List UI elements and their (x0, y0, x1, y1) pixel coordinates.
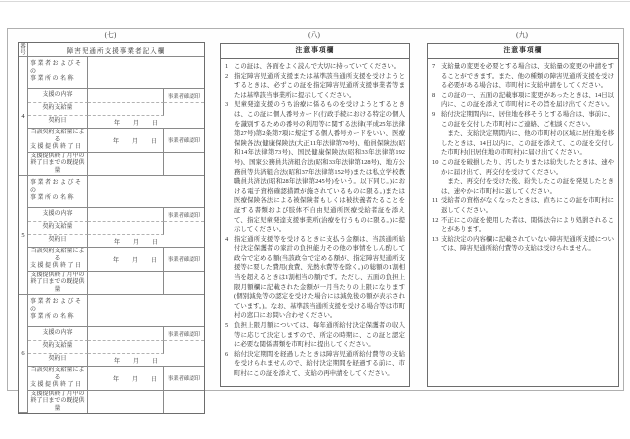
month-label: 月 (131, 376, 138, 383)
support-content-label: 支援の内容 (28, 327, 88, 341)
support-end-date-label: 当該契約支給量による 支援提供終了日 (28, 129, 88, 153)
note-paragraph: 指定障害児通所支援または基準該当通所支援を受けようとするときは、必ずこの証を指定障害児通所支援事業者等または基準該当事業所に提示してください。 (234, 72, 405, 99)
note-item (225, 350, 405, 379)
year-label: 年 (113, 358, 120, 365)
provider-name-label: 事業者およびその 事業所の名称 (28, 176, 88, 208)
note-item (225, 100, 405, 234)
note-number: 3 (225, 101, 229, 109)
note-number: 2 (225, 72, 229, 80)
note-number: 5 (225, 322, 229, 330)
contract-amount-field (88, 222, 164, 235)
notes-box-page9 (427, 43, 619, 387)
support-end-date-field (88, 129, 164, 153)
notes-header: 注意事項欄 (428, 44, 618, 59)
contract-date-label: 契約日 (28, 235, 88, 248)
note-number: 10 (432, 158, 439, 166)
note-item (432, 235, 614, 254)
contract-date-field (88, 235, 164, 248)
contract-amount-label: 契約支給量 (28, 103, 88, 116)
note-item (225, 321, 405, 350)
seal-area-field (164, 341, 204, 367)
provider-name-field (88, 57, 204, 89)
contract-date-field (88, 354, 164, 367)
provider-name-field (88, 295, 204, 327)
support-content-label: 支援の内容 (28, 208, 88, 222)
provider-seal-label: 事業者確認印 (164, 129, 204, 153)
note-item (432, 62, 614, 91)
month-label: 月 (132, 120, 139, 127)
seal-area-field (164, 103, 204, 129)
note-paragraph: 児童発達支援のうち治療に係るものを受けようとするときは、この証に個人番号カード(行政手続における特定の個人を識別するための番号の利用等に関する法律(平成25年法律第27号)第2条第7項に規定する個人番号カードをいい、医療保険各法(健康保険法(大正11年法律第70号)、船員保険法(昭和14年法律第73号)、国民健康保険法(昭和33年法律第192号)、国家公務員共済組合法(昭和33年法律第128号)、地方公務員等共済組合法(昭和37年法律第152号)または私立学校教職員共済法(昭和28年法律第245号)をいう。以下同じ。)における電子資格確認措置が施されているものに限る。)または医療保険各法による被保険者もしくは被扶養者たることを証する書類および肢体不自由児通所医療受給者証を添えて、指定児童発達支援事業所(治療を行うものに限る。)に提示してください。 (234, 101, 405, 234)
note-paragraph: また、再交付を受けた後、紛失したこの証を発見したときは、速やかに市町村に返してください。 (441, 178, 614, 195)
year-label: 年 (112, 257, 119, 264)
year-label: 年 (113, 120, 120, 127)
note-paragraph: 給付決定期間内に、居住地を移そうとする場合は、事前に、この証を交付した市町村にご連絡、ご相談ください。 (441, 110, 614, 128)
support-end-date-field (88, 367, 164, 391)
page8-title: (八) (308, 31, 320, 39)
provider-name-label: 事業者およびその 事業所の名称 (28, 57, 88, 89)
note-number: 9 (432, 110, 436, 118)
note-item (225, 235, 405, 321)
month-label: 月 (132, 358, 139, 365)
day-label: 日 (150, 376, 157, 383)
month-label: 月 (132, 239, 139, 246)
number-column-header-label: 番号 (20, 43, 26, 56)
scan-edge-line (0, 1, 630, 2)
contract-amount-label: 契約支給量 (28, 222, 88, 235)
note-paragraph: 給付決定期間を経過したときは障害児通所給付費等の支給を受けられませんので、給付決定期間を経過する前に、市町村にこの証を添えて、支給の再申請をしてください。 (234, 350, 405, 377)
note-paragraph: この証は、各面をよく読んで大切に持っていてください。 (234, 63, 401, 70)
support-content-field (88, 89, 164, 103)
contract-amount-field (88, 341, 164, 354)
table-title: 障害児通所支援事業者記入欄 (28, 43, 204, 57)
note-item (225, 72, 405, 101)
day-label: 日 (150, 138, 157, 145)
support-content-label: 支援の内容 (28, 89, 88, 103)
year-label: 年 (113, 239, 120, 246)
note-number: 13 (432, 235, 439, 243)
provided-amount-label: 支援提供終了月中の 終了日までの既提供量 (28, 391, 88, 414)
provided-amount-field (88, 391, 164, 414)
support-content-field (88, 208, 164, 222)
note-number: 1 (225, 63, 229, 70)
provided-amount-field (88, 272, 164, 296)
note-item (225, 62, 405, 72)
notes-box-page8 (220, 43, 410, 387)
note-paragraph: この証の一、五面の記載事項に変更があったときは、14日以内に、この証を添えて市町村にその旨を届け出てください。 (441, 91, 614, 109)
provider-seal-label: 事業者確認印 (164, 367, 204, 391)
provider-seal-label: 事業者確認印 (164, 327, 204, 341)
note-number: 11 (432, 197, 439, 205)
day-label: 日 (150, 257, 157, 264)
provider-entry-table (18, 42, 205, 414)
note-item (432, 91, 614, 110)
note-paragraph: 指定通所支援等を受けるときに支払う金額は、当該通所給付決定保護者の家計の負担能力その他の事情をしん酌して政令で定める額(当該政令で定める額が、指定障害児通所支援等に要した費用(食費、光熱水費等を除く。)の総額の1割相当を超えるときは1割相当の額)です。ただし、五面の負担上限月額欄に記載された金額が一月当たりの上限になります(個別減免等の認定を受けた場合には減免後の額が表示されています。)。なお、基準該当通所支援を受ける場合等は市町村の窓口にお問い合わせください。 (234, 235, 405, 320)
note-paragraph: また、支給決定期間内に、他の市町村の区域に居住地を移したときは、14日以内に、この証を添えて、この証を交付した市町村(旧居住地の市町村)に届け出てください。 (441, 130, 614, 157)
note-number: 12 (432, 216, 439, 224)
note-item (432, 216, 614, 235)
note-number: 4 (225, 235, 229, 243)
block-number: 5 (19, 176, 28, 295)
note-number: 6 (225, 350, 229, 358)
day-label: 日 (151, 239, 158, 246)
block-number: 4 (19, 57, 28, 176)
support-end-date-field (88, 248, 164, 272)
note-paragraph: 不正にこの証を使用した者は、関係法令により処罰されることがあります。 (441, 216, 614, 234)
contract-amount-label: 契約支給量 (28, 341, 88, 354)
block-number: 6 (19, 295, 28, 413)
provider-seal-label: 事業者確認印 (164, 89, 204, 103)
support-end-date-label: 当該契約支給量による 支援提供終了日 (28, 367, 88, 391)
provided-amount-field (88, 153, 164, 177)
note-number: 7 (432, 63, 436, 70)
contract-date-label: 契約日 (28, 116, 88, 129)
note-paragraph: この証を破損したり、汚したりまたは紛失したときは、速やかに届け出て、再交付を受けてください。 (441, 158, 614, 176)
month-label: 月 (131, 257, 138, 264)
provided-seal-field (164, 153, 204, 177)
page9-title: (九) (516, 31, 528, 39)
page7-title: (七) (104, 31, 117, 39)
note-item (432, 196, 614, 215)
year-label: 年 (112, 138, 119, 145)
note-item (432, 158, 614, 196)
month-label: 月 (131, 138, 138, 145)
seal-area-field (164, 222, 204, 248)
note-paragraph: 支給量の変更を必要とする場合は、支給量の変更の申請をすることができます。また、他の種類の障害児通所支援を受ける必要がある場合は、市町村に支給申請をしてください。 (441, 63, 614, 90)
note-paragraph: 支給決定の内容欄に記載されていない障害児通所支援については、障害児通所給付費等の支給は受けられません。 (441, 235, 614, 253)
year-label: 年 (112, 376, 119, 383)
contract-date-field (88, 116, 164, 129)
note-paragraph: 受給者の資格がなくなったときは、直ちにこの証を市町村に返してください。 (441, 197, 614, 214)
provided-amount-label: 支援提供終了月中の 終了日までの既提供量 (28, 153, 88, 177)
number-column-header (19, 43, 28, 57)
note-paragraph: 負担上限月額については、毎年通所給付決定保護者の収入等に応じて決定しますので、所定の時期に、この証と認定に必要な関係書類を市町村に提出してください。 (234, 322, 405, 349)
note-number: 8 (432, 91, 436, 99)
contract-date-label: 契約日 (28, 354, 88, 367)
day-label: 日 (151, 120, 158, 127)
provider-name-label: 事業者およびその 事業所の名称 (28, 295, 88, 327)
contract-amount-field (88, 103, 164, 116)
provider-name-field (88, 176, 204, 208)
support-end-date-label: 当該契約支給量による 支援提供終了日 (28, 248, 88, 272)
day-label: 日 (151, 358, 158, 365)
provided-seal-field (164, 272, 204, 296)
support-content-field (88, 327, 164, 341)
provided-seal-field (164, 391, 204, 414)
provider-seal-label: 事業者確認印 (164, 208, 204, 222)
notes-header: 注意事項欄 (221, 44, 409, 59)
note-item (432, 110, 614, 158)
provider-seal-label: 事業者確認印 (164, 248, 204, 272)
provided-amount-label: 支援提供終了月中の 終了日までの既提供量 (28, 272, 88, 296)
